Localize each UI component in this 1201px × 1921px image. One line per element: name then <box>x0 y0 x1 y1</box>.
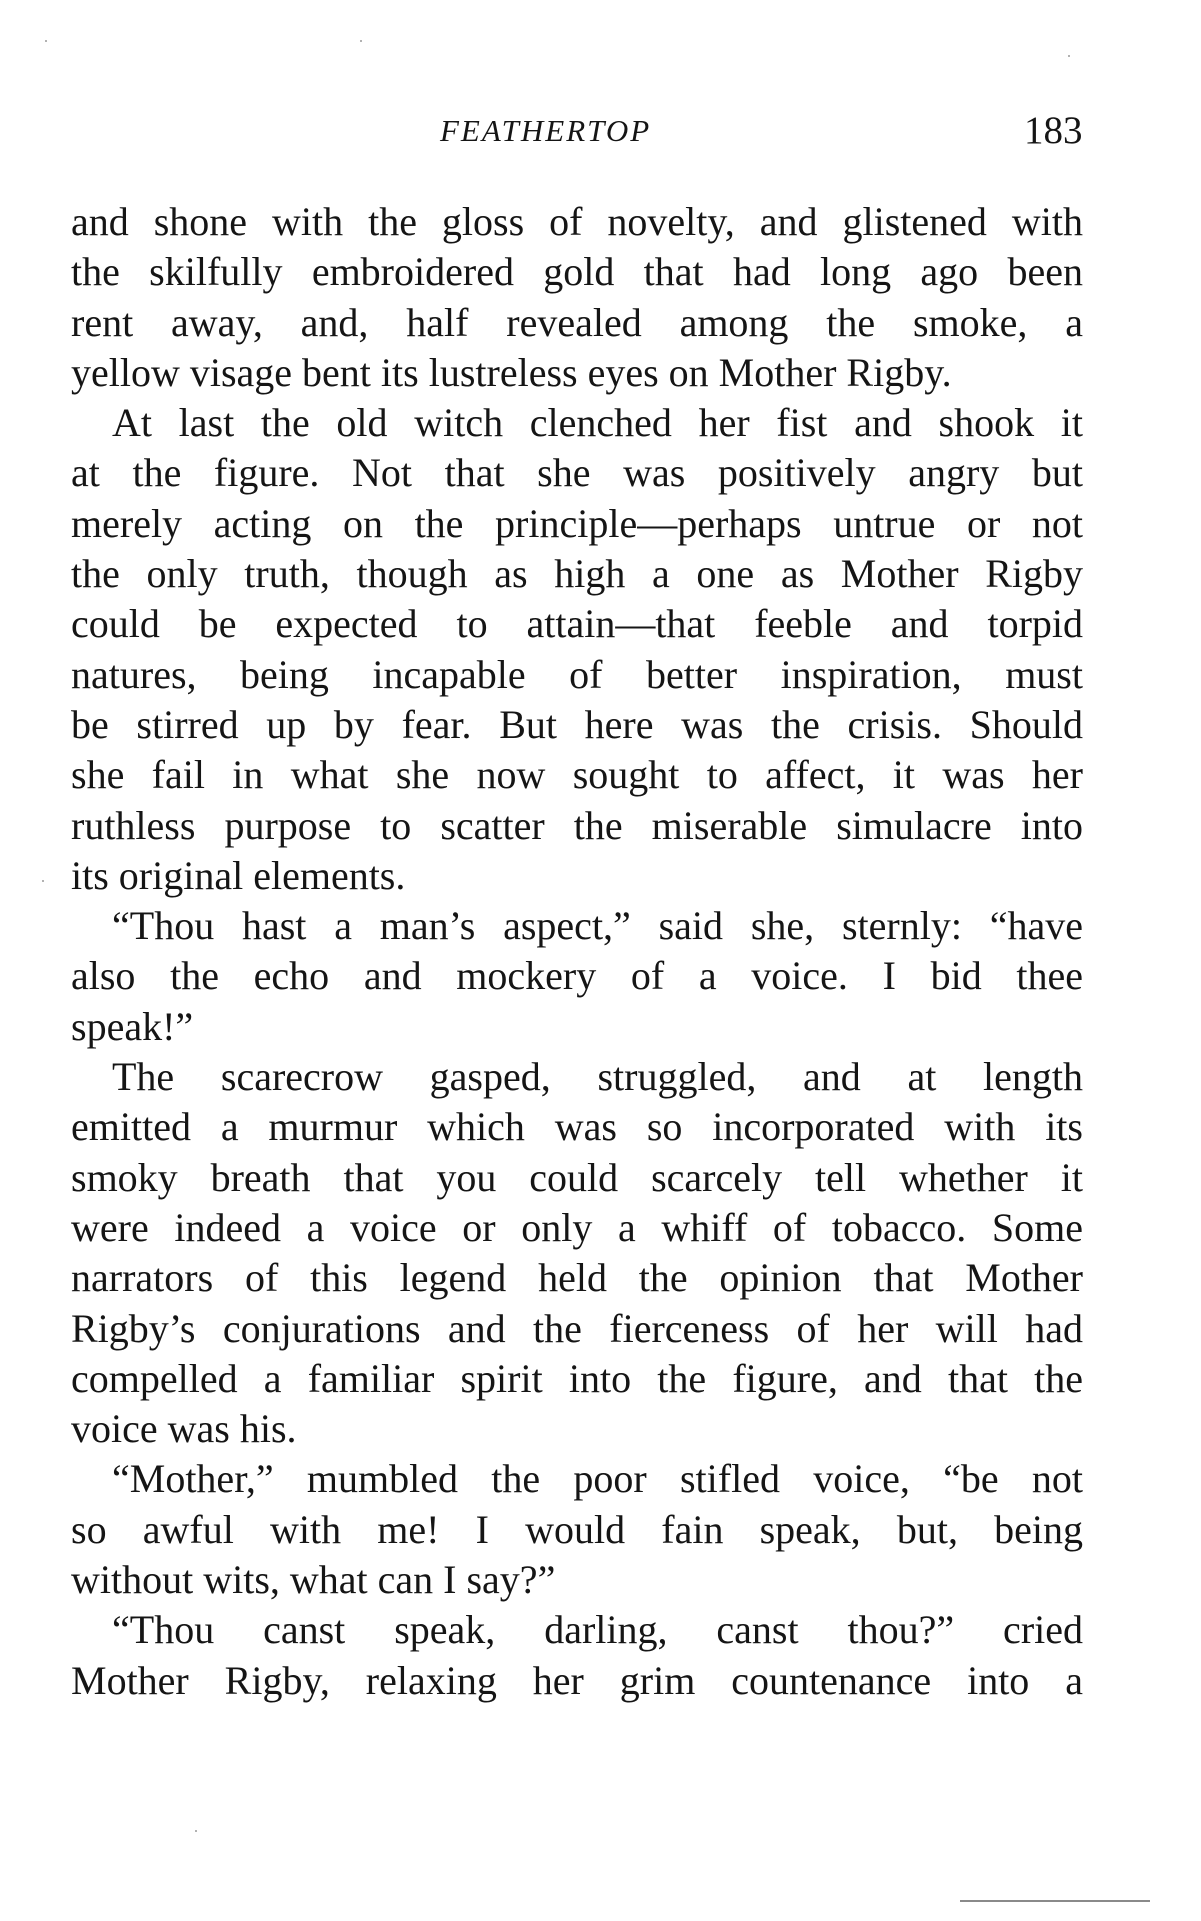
text-line: emitted a murmur which was so incorporated with its <box>71 1104 1083 1150</box>
text-line: rent away, and, half revealed among the smoke, a <box>71 299 1083 345</box>
scan-edge-rule <box>960 1900 1150 1902</box>
text-line: also the echo and mockery of a voice. I bid thee <box>71 953 1083 999</box>
text-line: so awful with me! I would fain speak, but, being <box>71 1506 1083 1552</box>
body-text <box>71 197 1083 1706</box>
text-line: At last the old witch clenched her fist and shook it <box>112 400 1083 446</box>
text-line: “Thou hast a man’s aspect,” said she, sternly: “have <box>112 903 1083 949</box>
text-line: yellow visage bent its lustreless eyes on Mother Rigby. <box>71 349 952 395</box>
text-line: ruthless purpose to scatter the miserable simulacre into <box>71 802 1083 848</box>
text-line: its original elements. <box>71 852 406 898</box>
text-line: be stirred up by fear. But here was the crisis. Should <box>71 701 1083 747</box>
text-line: voice was his. <box>71 1406 297 1452</box>
text-line: and shone with the gloss of novelty, and glistened with <box>71 199 1083 244</box>
text-line: “Mother,” mumbled the poor stifled voice, “be not <box>112 1456 1083 1502</box>
running-head <box>0 108 1201 154</box>
text-line: Rigby’s conjurations and the fierceness of her will had <box>71 1305 1083 1351</box>
text-line: speak!” <box>71 1003 194 1049</box>
text-line: smoky breath that you could scarcely tell whether it <box>71 1154 1083 1200</box>
paper-speck <box>45 40 47 42</box>
text-line: narrators of this legend held the opinion that Mother <box>71 1255 1083 1301</box>
text-line: she fail in what she now sought to affect, it was her <box>71 752 1083 798</box>
text-line: Mother Rigby, relaxing her grim countenance into a <box>71 1657 1083 1703</box>
text-line: The scarecrow gasped, struggled, and at length <box>112 1054 1083 1100</box>
paper-speck <box>42 880 44 882</box>
text-line: merely acting on the principle—perhaps untrue or not <box>71 500 1083 546</box>
text-line: at the figure. Not that she was positively angry but <box>71 450 1083 496</box>
text-line: without wits, what can I say?” <box>71 1557 556 1603</box>
text-line: compelled a familiar spirit into the figure, and that the <box>71 1355 1083 1401</box>
text-line: were indeed a voice or only a whiff of tobacco. Some <box>71 1204 1083 1250</box>
text-line: the skilfully embroidered gold that had long ago been <box>71 249 1083 295</box>
paper-speck <box>360 40 362 42</box>
text-line: natures, being incapable of better inspiration, must <box>71 651 1083 697</box>
paper-speck <box>1068 55 1070 57</box>
running-title: FEATHERTOP <box>440 113 652 148</box>
text-line: “Thou canst speak, darling, canst thou?” cried <box>112 1607 1083 1653</box>
paper-speck <box>195 1830 197 1832</box>
page-number: 183 <box>1024 109 1083 152</box>
text-line: the only truth, though as high a one as Mother Rigby <box>71 551 1083 597</box>
text-line: could be expected to attain—that feeble and torpid <box>71 601 1083 647</box>
